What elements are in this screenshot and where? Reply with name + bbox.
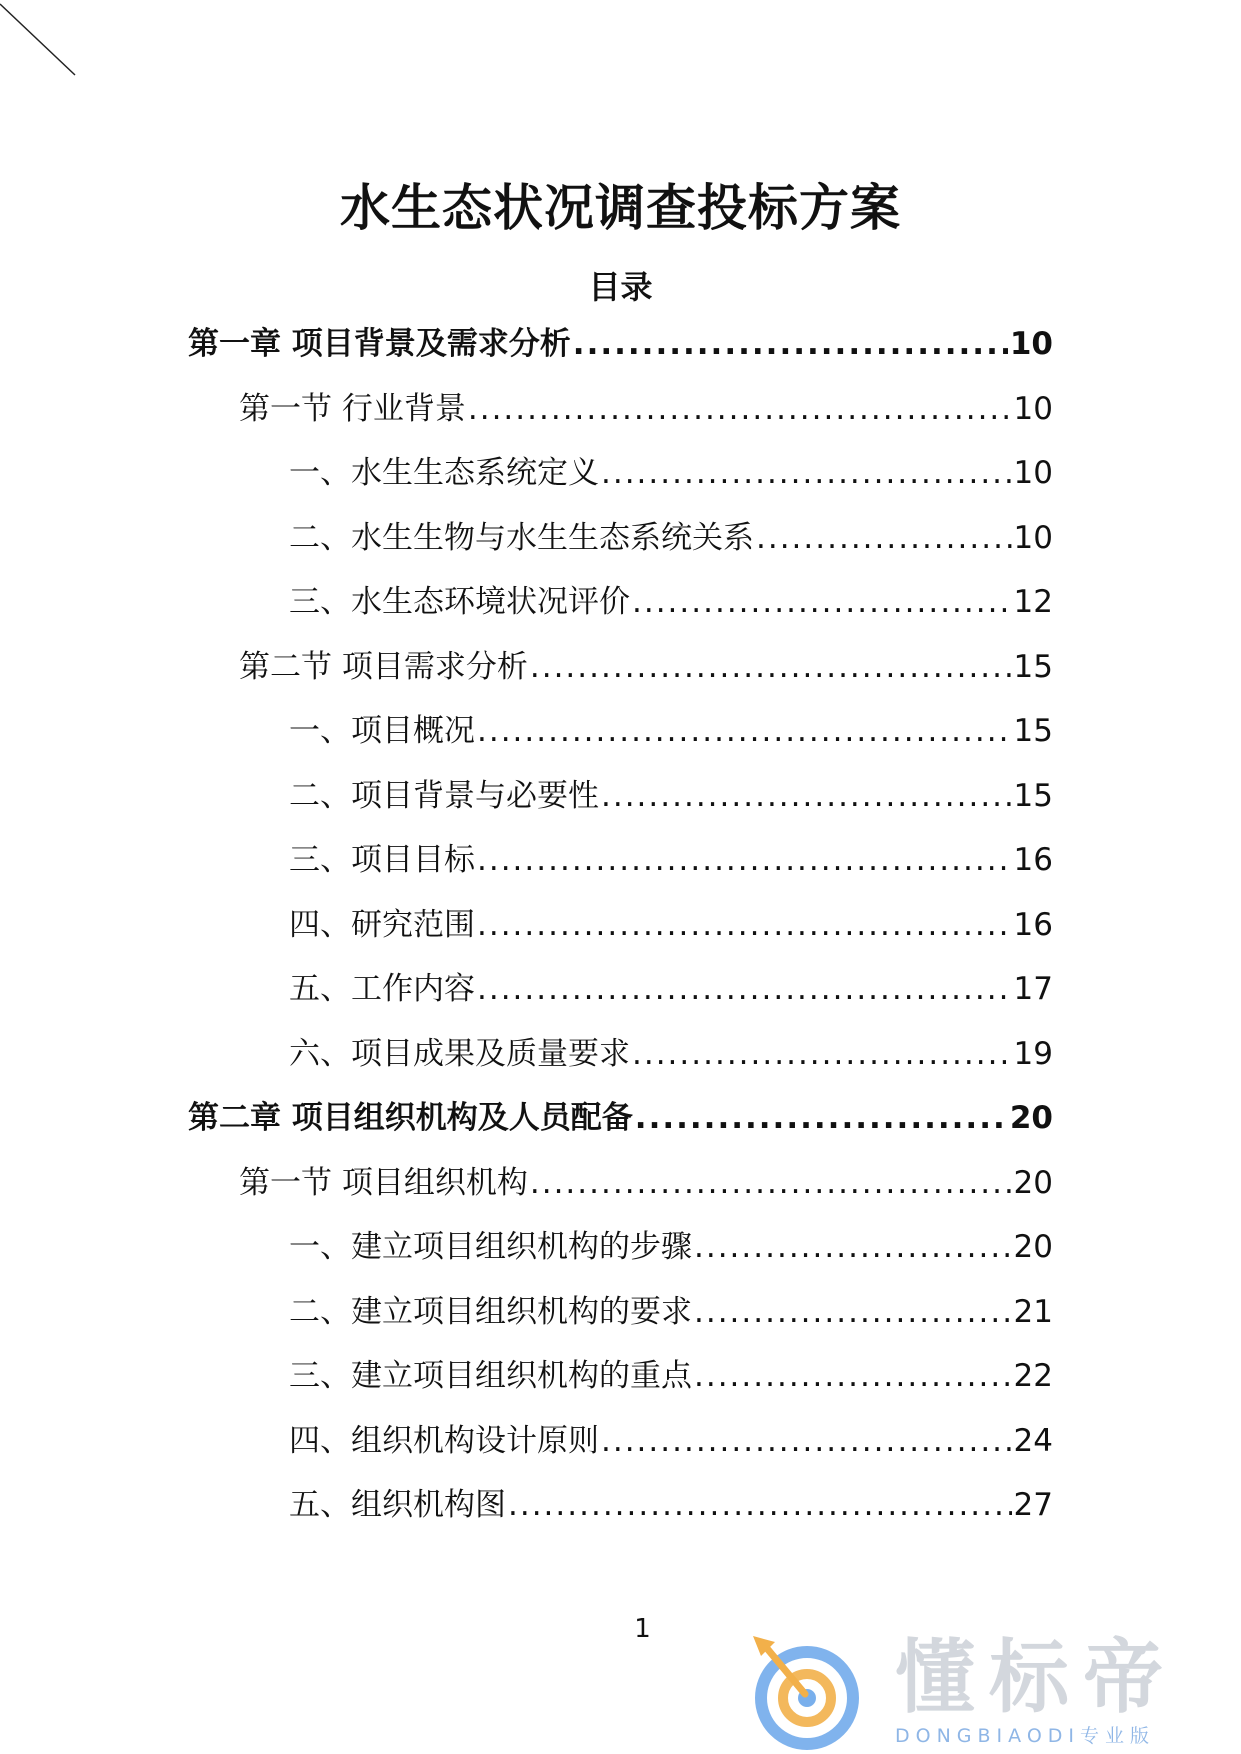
toc-entry[interactable] [289, 772, 1053, 820]
toc-entry[interactable] [289, 707, 1053, 755]
toc-entry-label: 六、项目成果及质量要求 [289, 1035, 630, 1072]
toc-entry-page: 20 [1013, 1164, 1053, 1201]
toc-entry-page: 24 [1013, 1422, 1053, 1459]
toc-entry[interactable] [289, 514, 1053, 562]
watermark-brand: 懂标帝 [895, 1631, 1177, 1724]
toc-entry[interactable] [289, 901, 1053, 949]
toc-dot-leader [468, 385, 1012, 433]
toc-dot-leader [530, 643, 1012, 691]
toc-entry[interactable] [289, 578, 1053, 626]
toc-entry[interactable] [289, 1030, 1053, 1078]
toc-entry-label: 三、水生态环境状况评价 [289, 584, 630, 620]
toc-entry-page: 12 [1013, 584, 1053, 620]
corner-crop-mark [0, 0, 80, 80]
toc-entry[interactable] [239, 643, 1053, 691]
toc-entry-page: 15 [1013, 648, 1053, 685]
toc-entry[interactable] [188, 1094, 1053, 1142]
toc-dot-leader [632, 578, 1012, 626]
toc-dot-leader [694, 1223, 1012, 1271]
toc-entry[interactable] [239, 385, 1053, 433]
toc-entry-label: 第一节 项目组织机构 [239, 1164, 528, 1201]
toc-entry[interactable] [289, 1288, 1053, 1336]
toc-dot-leader [477, 965, 1012, 1013]
toc-entry-page: 17 [1013, 971, 1053, 1007]
toc-entry-page: 15 [1013, 777, 1053, 814]
toc-entry-label: 一、建立项目组织机构的步骤 [289, 1229, 692, 1265]
toc-dot-leader [756, 514, 1012, 562]
toc-entry-page: 22 [1013, 1358, 1053, 1394]
toc-entry[interactable] [289, 1481, 1053, 1529]
toc-entry[interactable] [289, 1417, 1053, 1465]
toc-dot-leader [530, 1159, 1012, 1207]
toc-entry[interactable] [188, 320, 1053, 368]
toc-dot-leader [573, 320, 1008, 368]
toc-dot-leader [635, 1094, 1008, 1142]
toc-dot-leader [601, 1417, 1012, 1465]
watermark-subtitle: DONGBIAODI专业版 [895, 1725, 1156, 1747]
toc-entry-label: 四、组织机构设计原则 [289, 1422, 599, 1459]
toc-entry-page: 16 [1013, 842, 1053, 878]
toc-entry[interactable] [289, 449, 1053, 497]
toc-entry-label: 五、组织机构图 [289, 1487, 506, 1523]
toc-entry-page: 20 [1013, 1229, 1053, 1265]
toc-entry-label: 二、水生生物与水生生态系统关系 [289, 519, 754, 556]
toc-entry-label: 第二节 项目需求分析 [239, 648, 528, 685]
watermark-logo [745, 1632, 1215, 1750]
toc-entry-label: 三、项目目标 [289, 842, 475, 878]
toc-dot-leader [694, 1352, 1012, 1400]
toc-heading: 目录 [588, 268, 653, 306]
toc-dot-leader [601, 772, 1012, 820]
toc-entry-label: 二、建立项目组织机构的要求 [289, 1293, 692, 1330]
toc-dot-leader [477, 707, 1012, 755]
toc-entry-page: 16 [1013, 906, 1053, 943]
page-number: 1 [634, 1614, 651, 1644]
toc-entry-page: 21 [1013, 1293, 1053, 1330]
toc-entry[interactable] [239, 1159, 1053, 1207]
toc-entry-label: 一、水生生态系统定义 [289, 455, 599, 491]
toc-entry-label: 第一节 行业背景 [239, 390, 466, 427]
toc-entry-page: 27 [1013, 1487, 1053, 1523]
toc-dot-leader [477, 836, 1012, 884]
toc-entry-page: 10 [1013, 390, 1053, 427]
toc-entry-page: 19 [1013, 1035, 1053, 1072]
toc-dot-leader [694, 1288, 1012, 1336]
toc-entry-page: 10 [1013, 519, 1053, 556]
toc-entry[interactable] [289, 836, 1053, 884]
toc-entry-label: 二、项目背景与必要性 [289, 777, 599, 814]
toc-dot-leader [508, 1481, 1012, 1529]
toc-entry-page: 10 [1009, 326, 1053, 362]
toc-entry-label: 一、项目概况 [289, 713, 475, 749]
toc-entry-label: 四、研究范围 [289, 906, 475, 943]
toc-entry-page: 10 [1013, 455, 1053, 491]
target-arrow-icon [745, 1632, 870, 1750]
toc-dot-leader [477, 901, 1012, 949]
toc-entry[interactable] [289, 1352, 1053, 1400]
document-title: 水生态状况调查投标方案 [340, 179, 901, 237]
toc-entry-label: 三、建立项目组织机构的重点 [289, 1358, 692, 1394]
toc-entry-page: 15 [1013, 713, 1053, 749]
toc-entry[interactable] [289, 1223, 1053, 1271]
toc-entry-label: 五、工作内容 [289, 971, 475, 1007]
toc-entry-label: 第一章 项目背景及需求分析 [188, 326, 571, 362]
toc-entry[interactable] [289, 965, 1053, 1013]
toc-entry-page: 20 [1009, 1100, 1053, 1136]
toc-entry-label: 第二章 项目组织机构及人员配备 [188, 1100, 633, 1136]
toc-dot-leader [601, 449, 1012, 497]
toc-dot-leader [632, 1030, 1012, 1078]
